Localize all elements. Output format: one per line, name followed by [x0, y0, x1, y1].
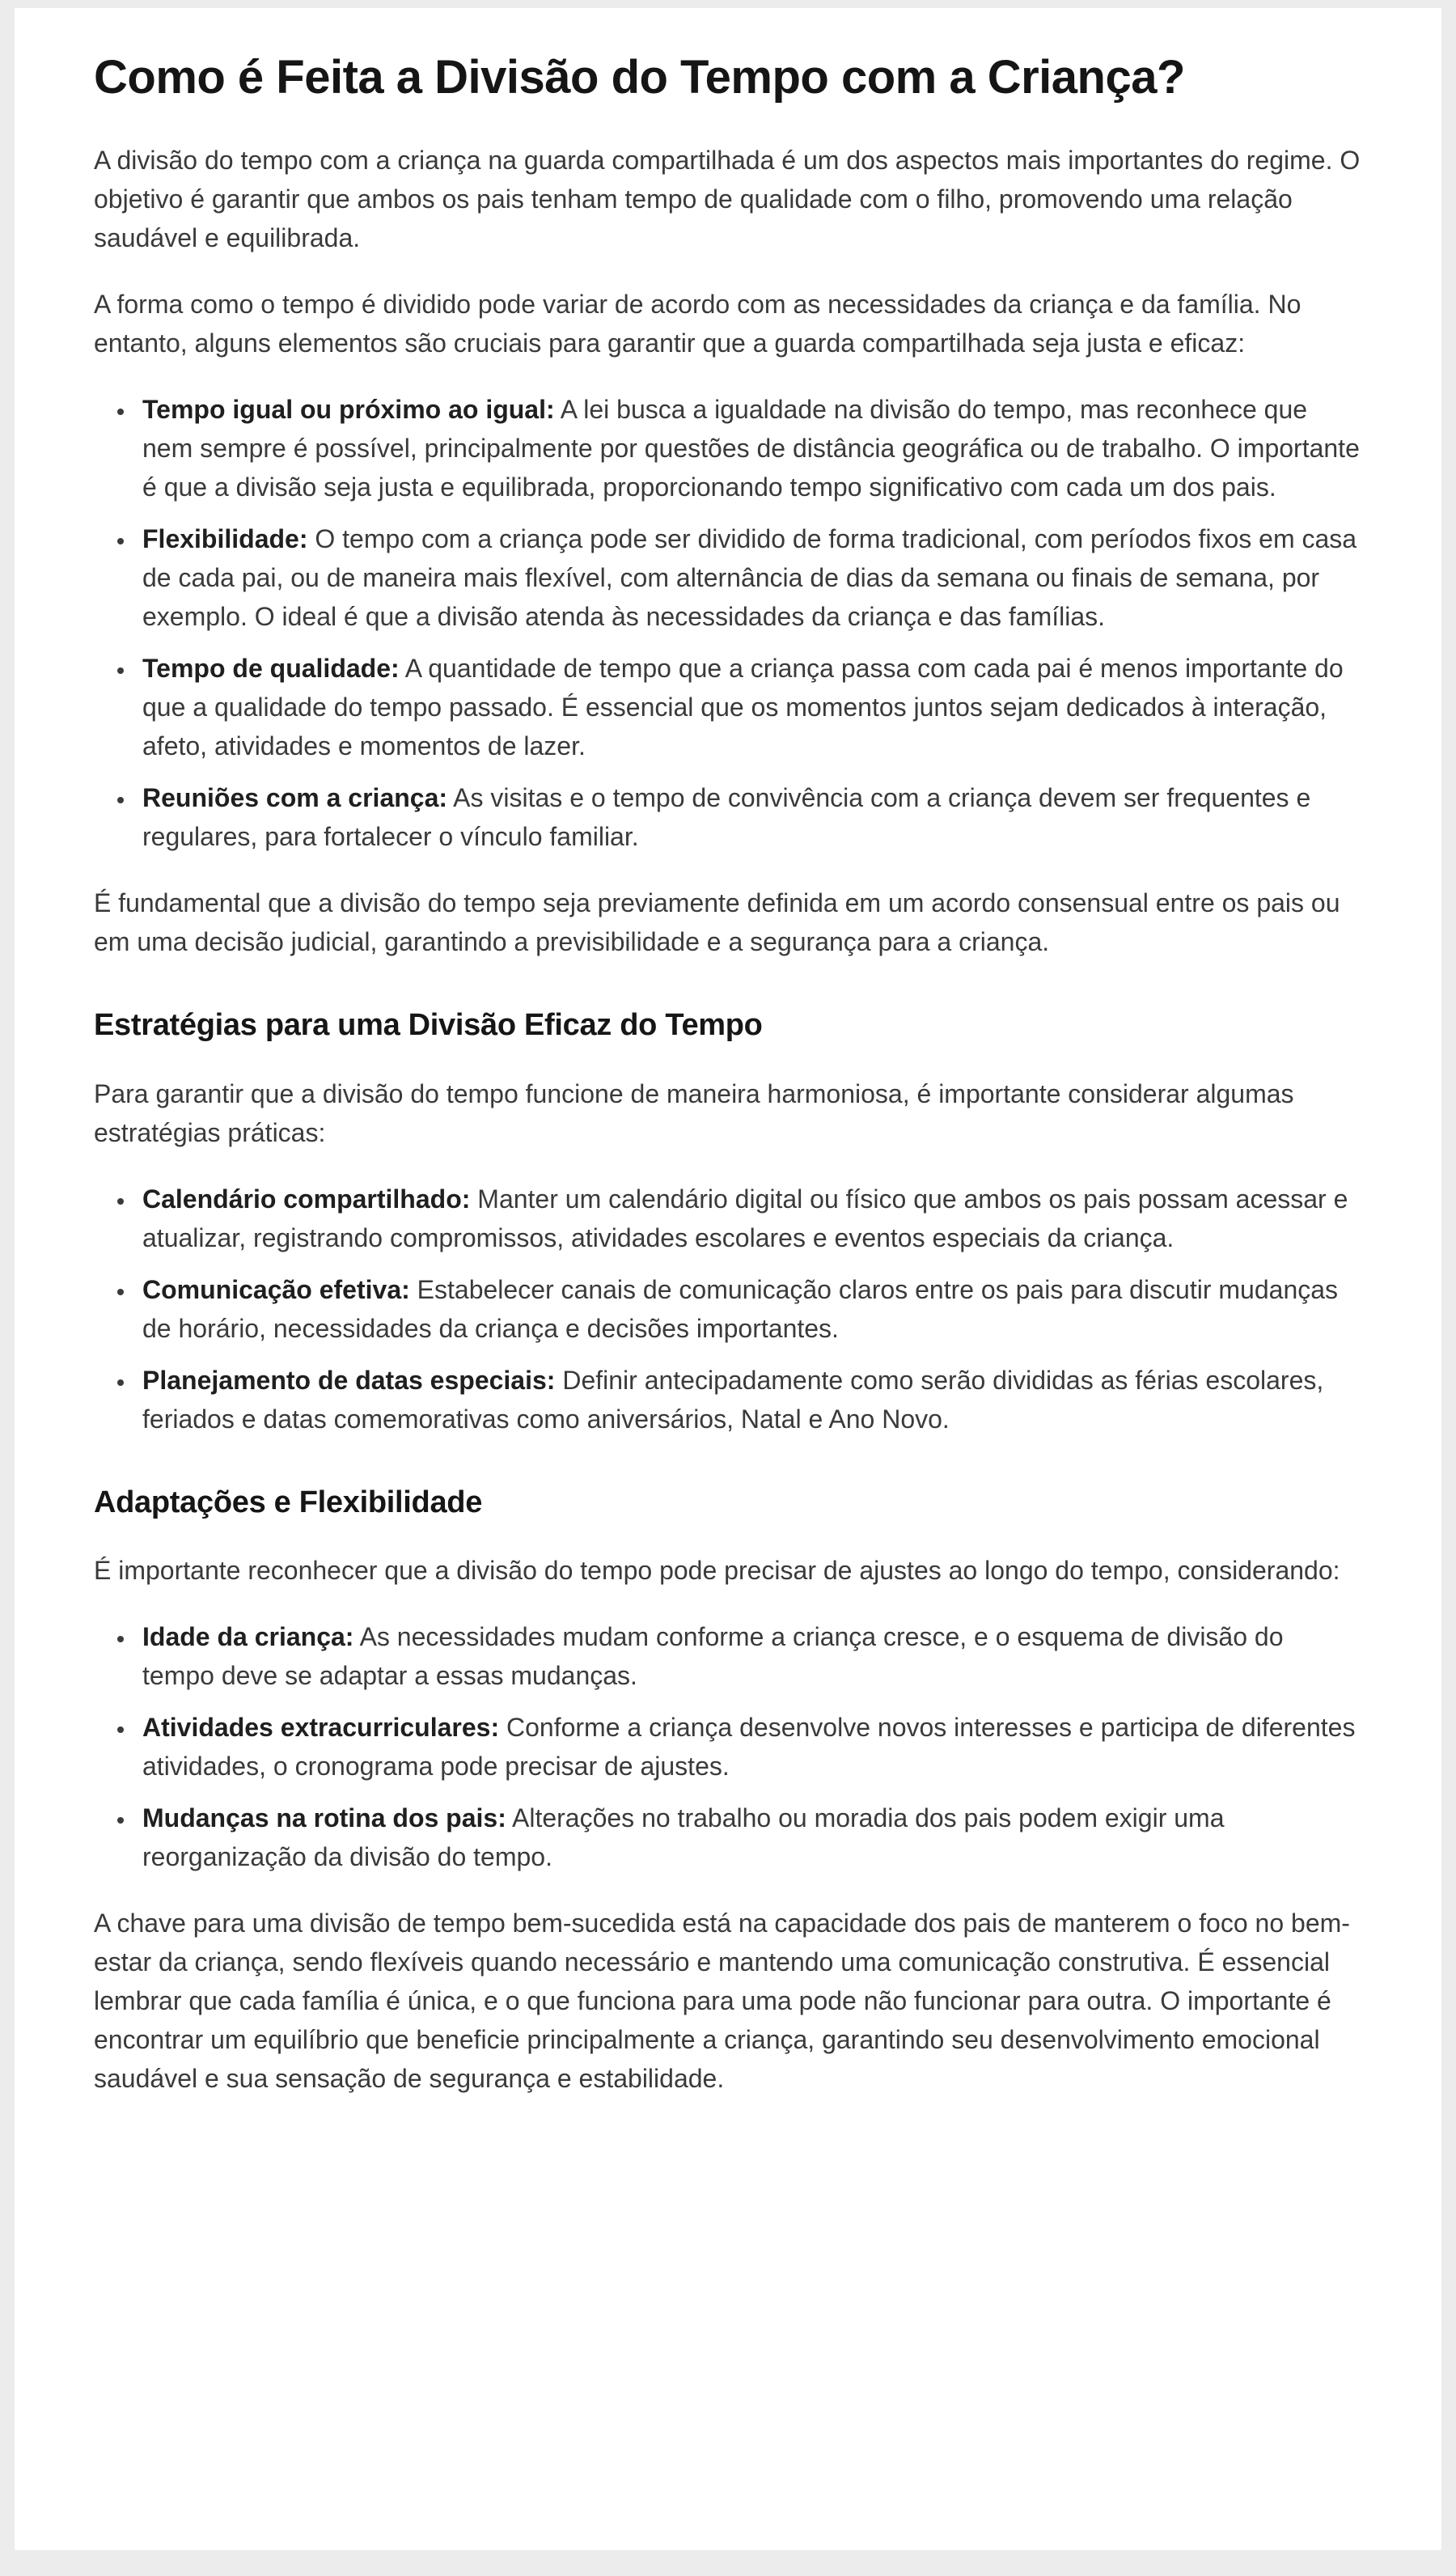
list-item-text: A quantidade de tempo que a criança passa com cada pai é menos importante do que a qualidade do tempo passado. É essencial que os momentos juntos sejam dedicados à interação, afeto, atividades e momentos de lazer.	[142, 654, 1344, 761]
list-item-text: Conforme a criança desenvolve novos interesses e participa de diferentes atividades, o cronograma pode precisar de ajustes.	[142, 1713, 1356, 1782]
section-heading-adaptations: Adaptações e Flexibilidade	[94, 1485, 483, 1519]
list-item-text: Estabelecer canais de comunicação claros entre os pais para discutir mudanças de horário, necessidades da criança e decisões importantes.	[142, 1274, 1339, 1343]
list-item-label: Tempo igual ou próximo ao igual:	[142, 395, 555, 425]
list-item-text: Manter um calendário digital ou físico que ambos os pais possam acessar e atualizar, registrando compromissos, atividades escolares e eventos especiais da criança.	[142, 1184, 1348, 1252]
list-item-text: Definir antecipadamente como serão divididas as férias escolares, feriados e datas comemorativas como aniversários, Natal e Ano Novo.	[142, 1365, 1324, 1434]
list-item-parents-routine	[136, 1799, 1362, 1876]
list-item-extracurricular	[136, 1708, 1362, 1786]
list-item-quality-time	[136, 649, 1362, 765]
conclusion-paragraph: A chave para uma divisão de tempo bem-sucedida está na capacidade dos pais de manterem o foco no bem-estar da criança, sendo flexíveis quando necessário e mantendo uma comunicação construtiva. É essencial lembrar que cada família é única, e o que funciona para uma pode não funcionar para outra. O importante é encontrar um equilíbrio que beneficie principalmente a criança, garantindo seu desenvolvimento emocional saudável e sua sensação de segurança e estabilidade.	[94, 1909, 1350, 2094]
list-item-label: Atividades extracurriculares:	[142, 1713, 500, 1743]
intro-paragraph-1: A divisão do tempo com a criança na guarda compartilhada é um dos aspectos mais importantes do regime. O objetivo é garantir que ambos os pais tenham tempo de qualidade com o filho, promovendo uma relação saudável e equilibrada.	[94, 146, 1361, 253]
intro-paragraph-2: A forma como o tempo é dividido pode variar de acordo com as necessidades da criança e da família. No entanto, alguns elementos são cruciais para garantir que a guarda compartilhada seja justa e eficaz:	[94, 290, 1302, 358]
key-elements-list	[94, 390, 1362, 856]
strategies-intro-paragraph: Para garantir que a divisão do tempo funcione de maneira harmoniosa, é importante considerar algumas estratégias práticas:	[94, 1078, 1294, 1147]
list-item-label: Flexibilidade:	[142, 524, 308, 554]
list-item-label: Reuniões com a criança:	[142, 783, 448, 813]
page-background	[0, 8, 1456, 2576]
list-item-meetings	[136, 778, 1362, 856]
list-item-equal-time	[136, 390, 1362, 506]
list-item-text: As necessidades mudam conforme a criança cresce, e o esquema de divisão do tempo deve se adaptar a essas mudanças.	[142, 1622, 1284, 1691]
agreement-note-paragraph: É fundamental que a divisão do tempo seja previamente definida em um acordo consensual entre os pais ou em uma decisão judicial, garantindo a previsibilidade e a segurança para a criança.	[94, 888, 1340, 957]
list-item-text: As visitas e o tempo de convivência com a criança devem ser frequentes e regulares, para fortalecer o vínculo familiar.	[142, 783, 1311, 852]
strategies-list	[94, 1180, 1362, 1438]
list-item-label: Planejamento de datas especiais:	[142, 1365, 556, 1395]
list-item-effective-communication	[136, 1270, 1362, 1348]
adaptations-list	[94, 1617, 1362, 1876]
page-title: Como é Feita a Divisão do Tempo com a Criança?	[94, 51, 1185, 104]
list-item-text: O tempo com a criança pode ser dividido de forma tradicional, com períodos fixos em casa de cada pai, ou de maneira mais flexível, com alternância de dias da semana ou finais de semana, por exemplo. O ideal é que a divisão atenda às necessidades da criança e das famílias.	[142, 524, 1357, 632]
list-item-child-age	[136, 1617, 1362, 1695]
list-item-label: Mudanças na rotina dos pais:	[142, 1803, 506, 1833]
list-item-flexibility	[136, 519, 1362, 636]
list-item-text: A lei busca a igualdade na divisão do tempo, mas reconhece que nem sempre é possível, principalmente por questões de distância geográfica ou de trabalho. O importante é que a divisão seja justa e equilibrada, proporcionando tempo significativo com cada um dos pais.	[142, 395, 1360, 502]
adaptations-intro-paragraph: É importante reconhecer que a divisão do tempo pode precisar de ajustes ao longo do tempo, considerando:	[94, 1556, 1340, 1586]
list-item-special-dates	[136, 1361, 1362, 1438]
list-item-shared-calendar	[136, 1180, 1362, 1257]
list-item-label: Tempo de qualidade:	[142, 654, 400, 684]
list-item-label: Comunicação efetiva:	[142, 1274, 410, 1304]
article-card	[15, 8, 1441, 2550]
list-item-text: Alterações no trabalho ou moradia dos pais podem exigir uma reorganização da divisão do tempo.	[142, 1803, 1225, 1872]
list-item-label: Idade da criança:	[142, 1622, 354, 1652]
list-item-label: Calendário compartilhado:	[142, 1184, 471, 1214]
section-heading-strategies: Estratégias para uma Divisão Eficaz do Tempo	[94, 1008, 763, 1043]
